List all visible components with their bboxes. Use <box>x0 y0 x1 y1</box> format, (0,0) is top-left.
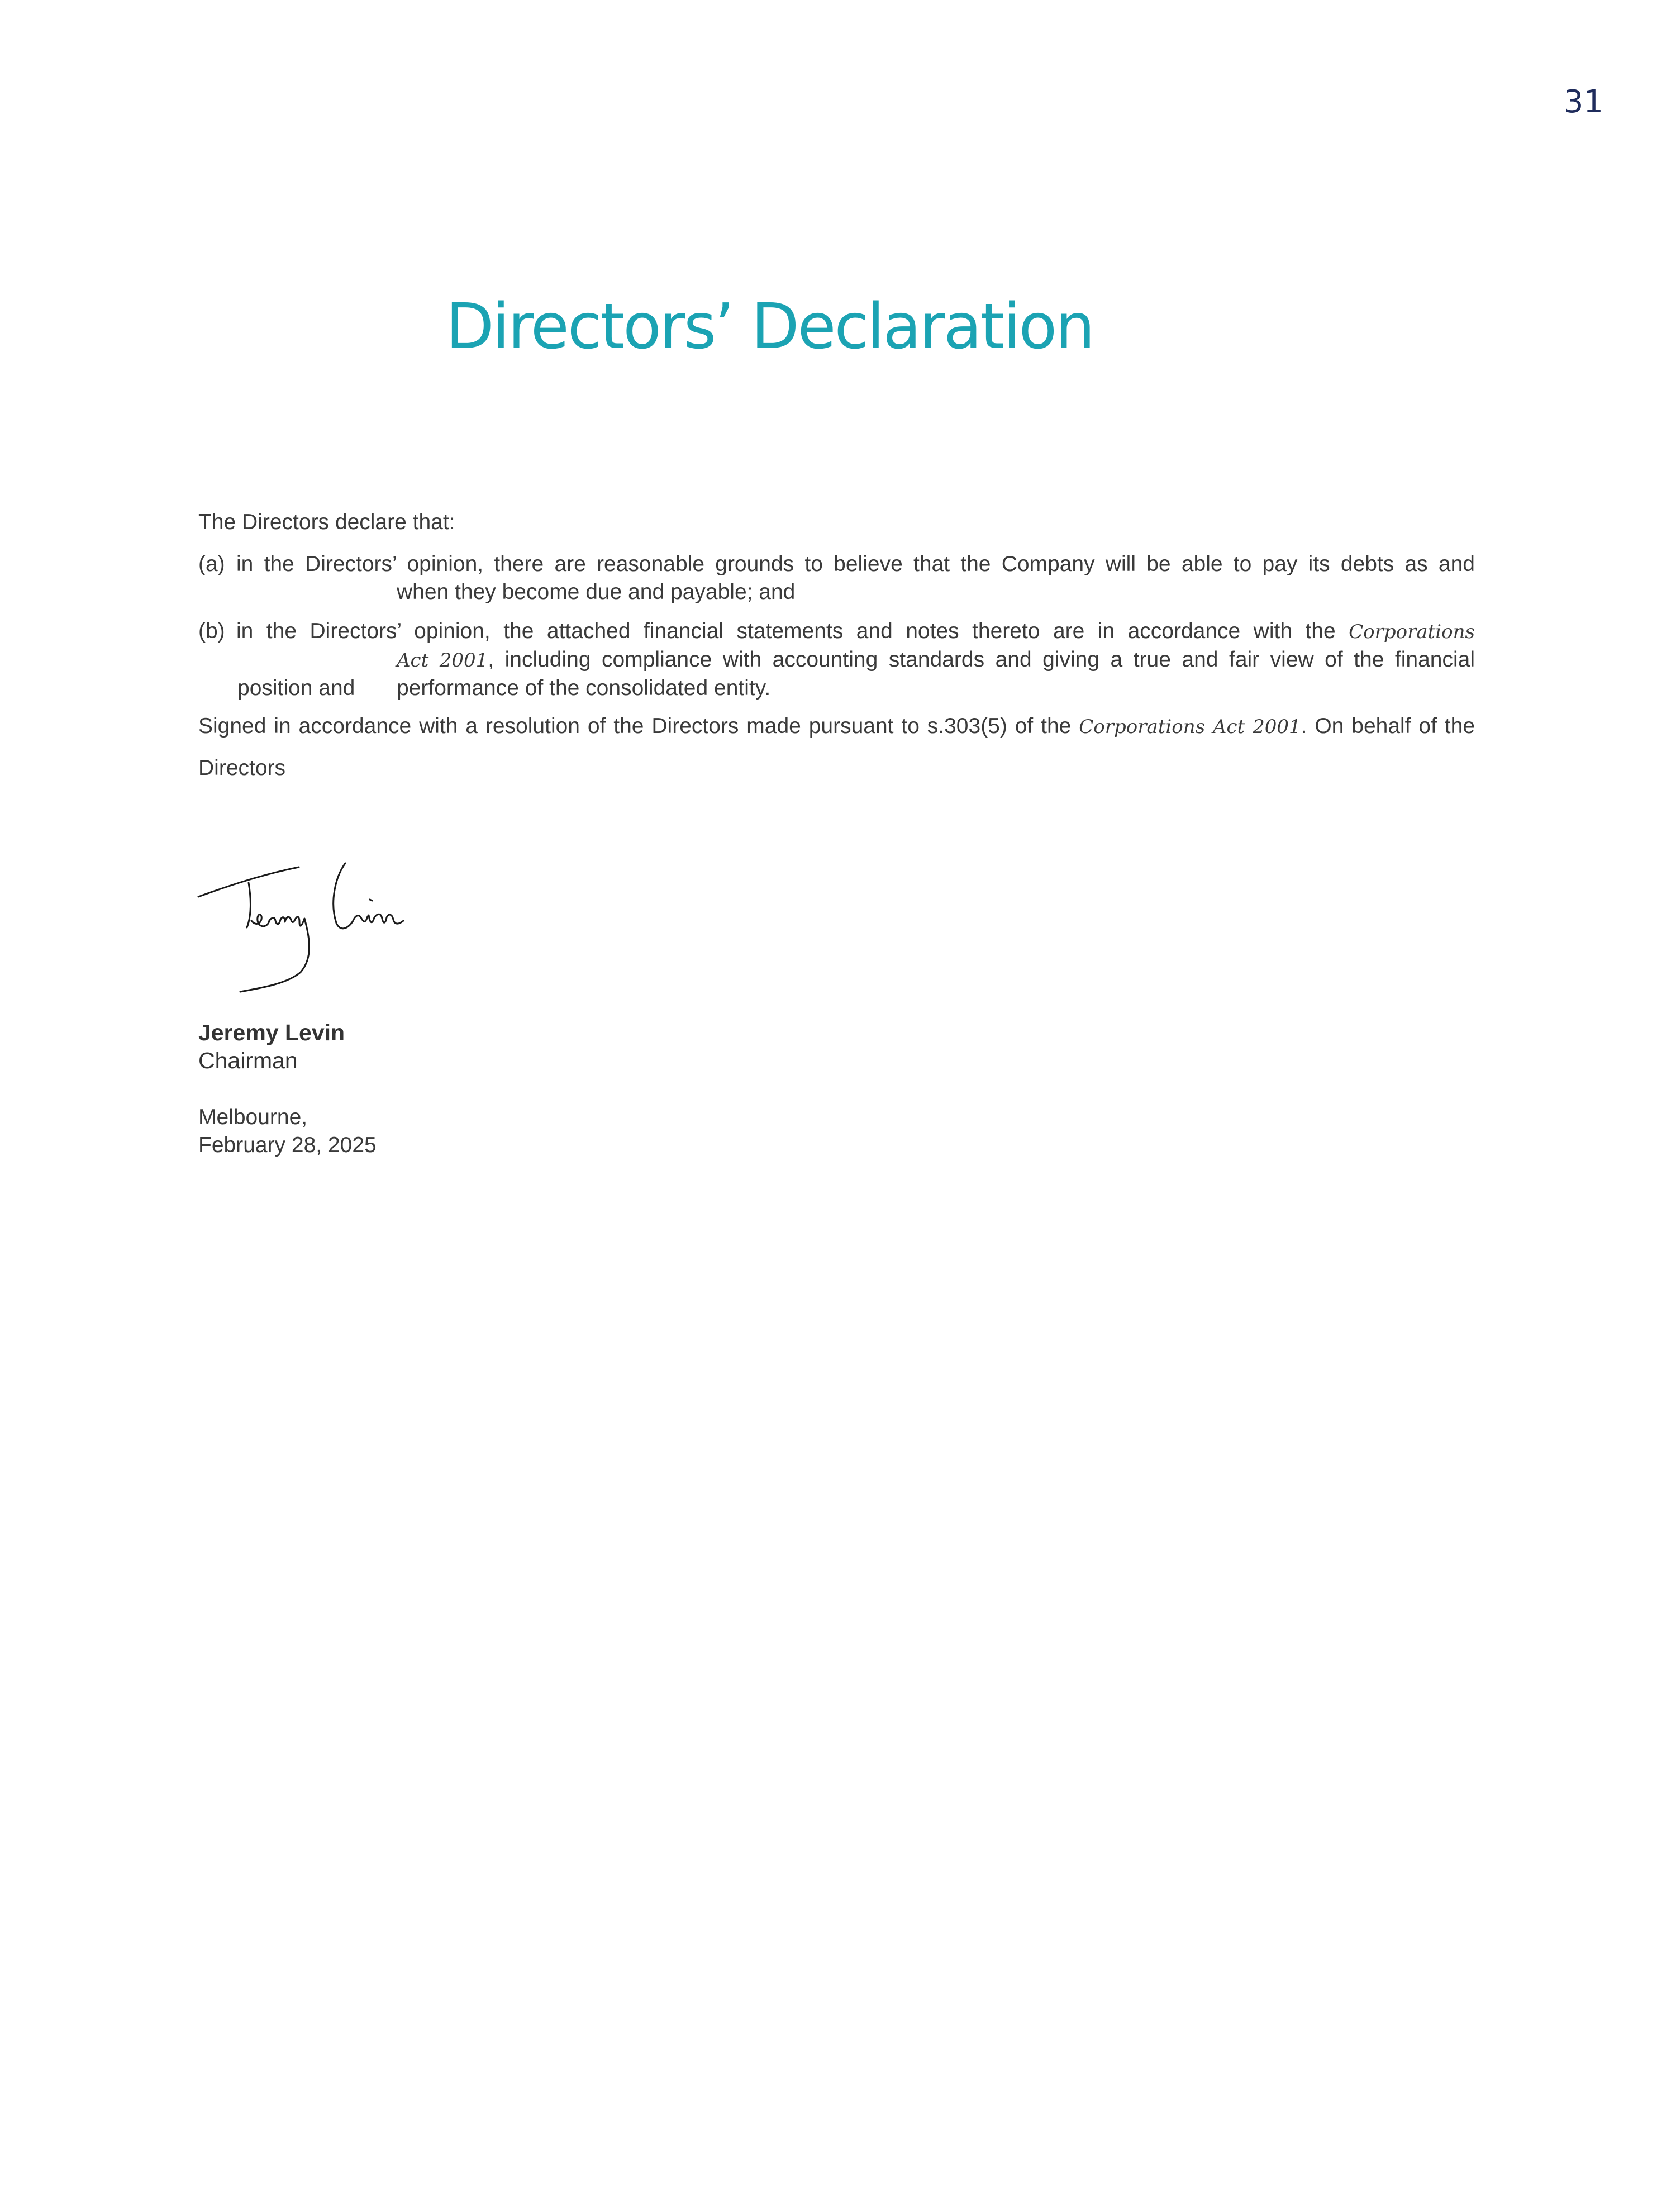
item-a-line-1: in the Directors’ opinion, there are reasonable grounds to believe that the Company will be able to pay its debts as and <box>236 552 1475 576</box>
item-b-line-2 <box>198 646 1475 674</box>
signing-date: February 28, 2025 <box>198 1133 377 1157</box>
page-number: 31 <box>1563 84 1603 120</box>
item-b-line-3 <box>198 674 1475 702</box>
item-b-marker: (b) <box>198 619 225 643</box>
signatory-name: Jeremy Levin <box>198 1020 345 1045</box>
signed-statement <box>198 712 1475 741</box>
item-b-line-1-text: in the Directors’ opinion, the attached financial statements and notes thereto are in accordance with the <box>236 619 1336 643</box>
signed-text-after: . On behalf of the <box>1301 714 1475 738</box>
declaration-intro: The Directors declare that: <box>198 510 455 534</box>
signing-place: Melbourne, <box>198 1105 308 1129</box>
signatory-role: Chairman <box>198 1048 298 1073</box>
item-b-line-2-italic: Act 2001 <box>397 649 488 672</box>
item-b-line-1-italic: Corporations <box>1349 621 1475 643</box>
item-b-line-1 <box>198 617 1475 646</box>
signed-text-before: Signed in accordance with a resolution of the Directors made pursuant to s.303(5) of the <box>198 714 1072 738</box>
signed-italic: Corporations Act 2001 <box>1079 716 1301 738</box>
declaration-item-a <box>198 550 1475 606</box>
signature-image <box>196 855 441 1000</box>
item-b-line-3-text: performance of the consolidated entity. <box>397 676 771 700</box>
signed-statement-line-2: Directors <box>198 756 286 780</box>
item-a-line-2: when they become due and payable; and <box>397 580 796 604</box>
page-title: Directors’ Declaration <box>445 291 1094 363</box>
item-b-line-2-text: , including compliance with accounting standards and giving a true and fair view of the financial <box>488 648 1475 672</box>
item-a-marker: (a) <box>198 552 225 576</box>
item-b-line-3-label: position and <box>237 676 355 700</box>
declaration-item-b <box>198 617 1475 702</box>
